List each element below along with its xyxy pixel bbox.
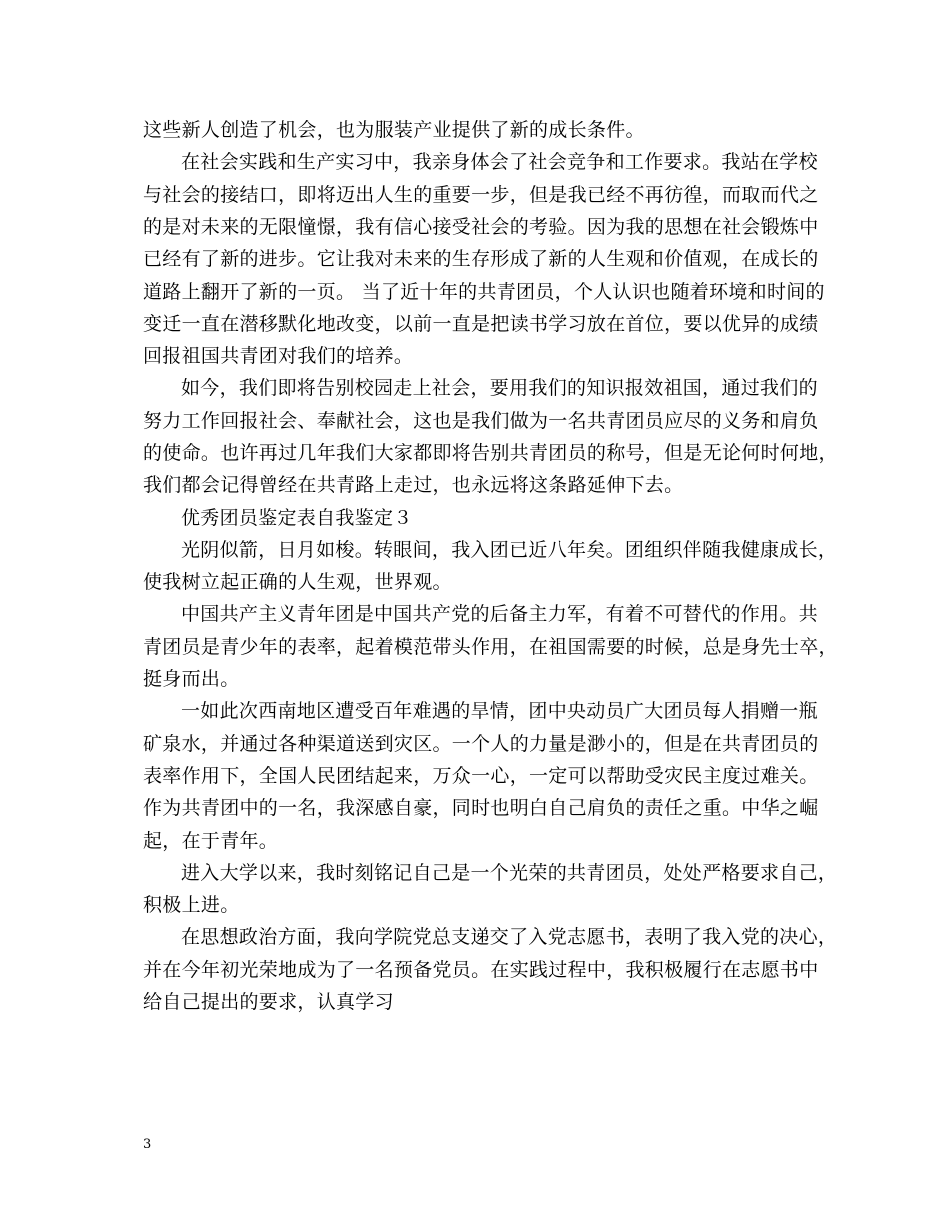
text-line: 这些新人创造了机会，也为服装产业提供了新的成长条件。 [143,119,645,141]
text-line: 使我树立起正确的人生观，世界观。 [143,571,452,593]
page-number: 3 [143,1137,152,1152]
text-line: 已经有了新的进步。它让我对未来的生存形成了新的人生观和价值观，在成长的 [143,248,819,270]
text-line: 与社会的接结口，即将迈出人生的重要一步，但是我已经不再彷徨，而取而代之 [143,184,819,206]
text-line: 并在今年初光荣地成为了一名预备党员。在实践过程中，我积极履行在志愿书中 [143,959,819,981]
text-line: 积极上进。 [143,894,240,916]
text-line: 青团员是青少年的表率，起着模范带头作用，在祖国需要的时候，总是身先士卒， [143,636,838,658]
text-line: 的是对未来的无限憧憬，我有信心接受社会的考验。因为我的思想在社会锻炼中 [143,216,819,238]
text-line: 光阴似箭，日月如梭。转眼间，我入团已近八年矣。团组织伴随我健康成长， [181,539,838,561]
text-line: 我们都会记得曾经在共青路上走过，也永远将这条路延伸下去。 [143,474,684,496]
text-line: 道路上翻开了新的一页。 当了近十年的共青团员，个人认识也随着环境和时间的 [143,281,825,303]
text-line: 给自己提出的要求，认真学习 [143,991,394,1013]
text-line: 在社会实践和生产实习中，我亲身体会了社会竞争和工作要求。我站在学校 [181,151,818,173]
text-line: 努力工作回报社会、奉献社会，这也是我们做为一名共青团员应尽的义务和肩负 [143,410,819,432]
text-line: 的使命。也许再过几年我们大家都即将告别共青团员的称号，但是无论何时何地， [143,442,838,464]
text-line: 作为共青团中的一名，我深感自豪，同时也明白自己肩负的责任之重。中华之崛 [143,797,819,819]
text-line: 表率作用下，全国人民团结起来，万众一心，一定可以帮助受灾民主度过难关。 [143,765,819,787]
text-line: 优秀团员鉴定表自我鉴定３ [181,507,413,529]
text-line: 变迁一直在潜移默化地改变，以前一直是把读书学习放在首位，要以优异的成绩 [143,313,819,335]
text-line: 矿泉水，并通过各种渠道送到灾区。一个人的力量是渺小的，但是在共青团员的 [143,733,819,755]
text-line: 起，在于青年。 [143,830,279,852]
text-line: 在思想政治方面，我向学院党总支递交了入党志愿书，表明了我入党的决心， [181,926,838,948]
text-line: 进入大学以来，我时刻铭记自己是一个光荣的共青团员，处处严格要求自己， [181,862,838,884]
text-line: 一如此次西南地区遭受百年难遇的旱情，团中央动员广大团员每人捐赠一瓶 [181,700,818,722]
text-line: 回报祖国共青团对我们的培养。 [143,345,414,367]
text-line: 中国共产主义青年团是中国共产党的后备主力军，有着不可替代的作用。共 [181,603,818,625]
text-line: 挺身而出。 [143,668,240,690]
text-line: 如今，我们即将告别校园走上社会，要用我们的知识报效祖国，通过我们的 [181,377,818,399]
